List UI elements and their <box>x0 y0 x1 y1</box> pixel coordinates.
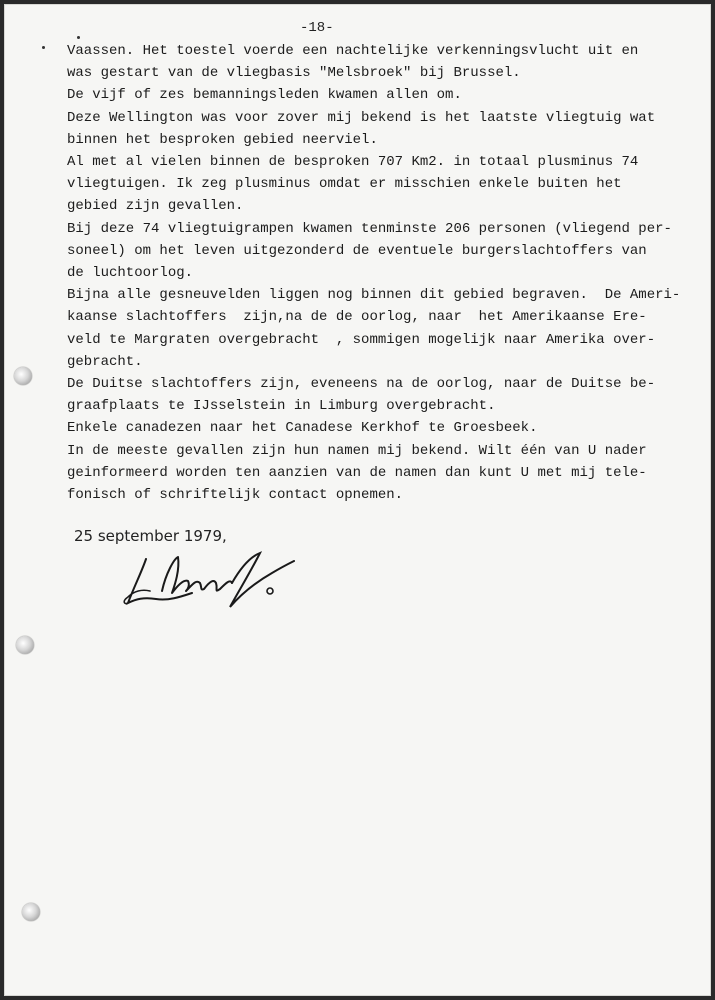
page-number: -18- <box>300 20 334 36</box>
text-line: graafplaats te IJsselstein in Limburg overgebracht. <box>67 398 496 415</box>
text-line: Vaassen. Het toestel voerde een nachtelijke verkenningsvlucht uit en <box>67 43 639 59</box>
text-line: Deze Wellington was voor zover mij bekend is het laatste vliegtuig wat <box>67 109 656 126</box>
text-line: fonisch of schriftelijk contact opnemen. <box>67 487 404 504</box>
text-line: geinformeerd worden ten aanzien van de namen dan kunt U met mij tele- <box>67 464 647 481</box>
punch-hole-2 <box>16 636 34 654</box>
signature <box>122 549 302 611</box>
text-line: vliegtuigen. Ik zeg plusminus omdat er misschien enkele buiten het <box>67 176 622 193</box>
punch-hole-3 <box>22 903 40 921</box>
document-date: 25 september 1979, <box>74 527 227 545</box>
text-line: was gestart van de vliegbasis "Melsbroek" bij Brussel. <box>67 65 521 82</box>
punch-hole-1 <box>14 367 32 385</box>
text-line: veld te Margraten overgebracht , sommigen mogelijk naar Amerika over- <box>67 331 656 348</box>
text-line: de luchtoorlog. <box>67 265 194 282</box>
text-line: Enkele canadezen naar het Canadese Kerkhof te Groesbeek. <box>67 420 538 437</box>
margin-mark <box>42 46 45 49</box>
text-line: De vijf of zes bemanningsleden kwamen allen om. <box>67 87 462 104</box>
text-line: In de meeste gevallen zijn hun namen mij bekend. Wilt één van U nader <box>67 442 647 459</box>
text-line: gebied zijn gevallen. <box>67 198 244 215</box>
text-line: De Duitse slachtoffers zijn, eveneens na de oorlog, naar de Duitse be- <box>67 376 656 393</box>
text-line: Al met al vielen binnen de besproken 707 Km2. in totaal plusminus 74 <box>67 154 639 171</box>
text-line: binnen het besproken gebied neerviel. <box>67 131 378 148</box>
margin-mark <box>77 36 80 39</box>
document-body <box>67 40 707 506</box>
text-line: Bij deze 74 vliegtuigrampen kwamen tenminste 206 personen (vliegend per- <box>67 220 672 237</box>
document-page <box>4 4 711 996</box>
text-line: gebracht. <box>67 353 143 370</box>
text-line: soneel) om het leven uitgezonderd de eventuele burgerslachtoffers van <box>67 242 647 259</box>
text-line: kaanse slachtoffers zijn,na de de oorlog, naar het Amerikaanse Ere- <box>67 309 647 326</box>
text-line: Bijna alle gesneuvelden liggen nog binnen dit gebied begraven. De Ameri- <box>67 287 681 304</box>
